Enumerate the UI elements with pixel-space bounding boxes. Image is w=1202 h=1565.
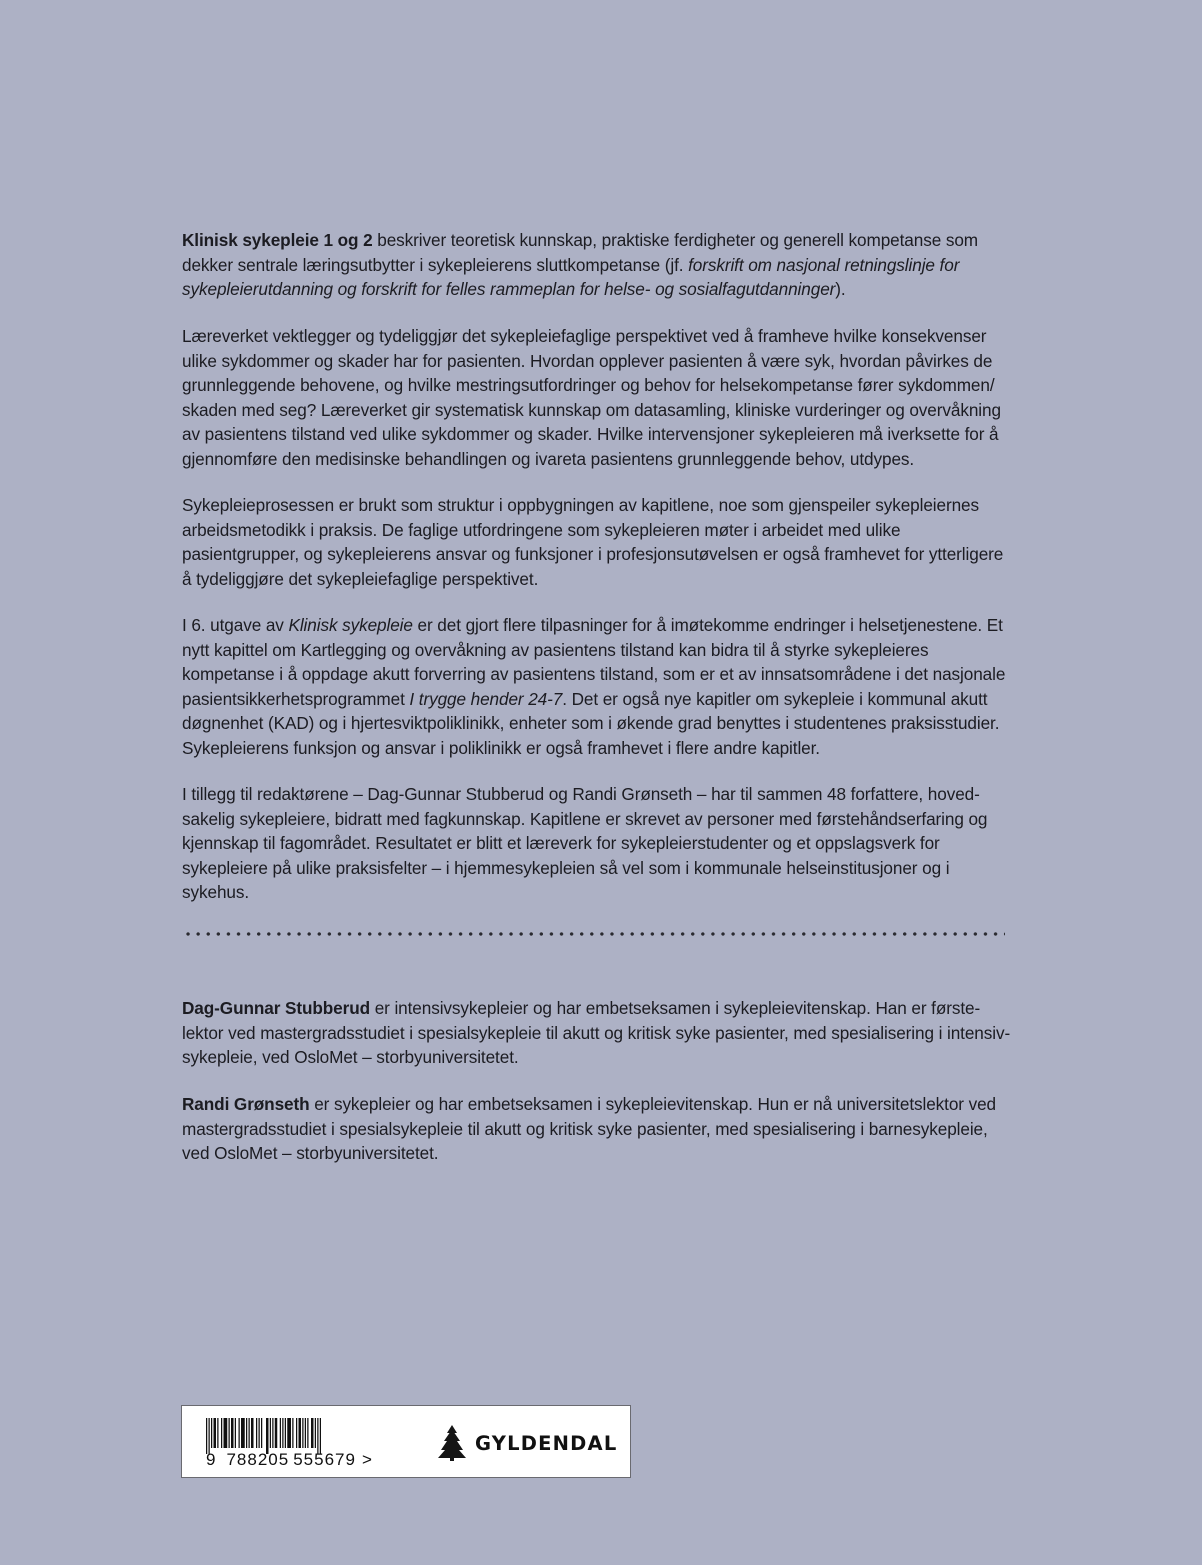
- barcode-bar: [292, 1418, 293, 1448]
- barcode-panel: [181, 1405, 631, 1478]
- barcode-bar: [296, 1418, 297, 1448]
- barcode-bar: [299, 1418, 302, 1448]
- barcode-bar: [305, 1418, 306, 1448]
- barcode-bar: [235, 1418, 236, 1448]
- description-paragraph-1: Klinisk sykepleie 1 og 2 beskriver teoretisk kunnskap, praktiske ferdigheter og generell kompetanse som dekker sentrale læringsutbytter i sykepleierens sluttkompetanse (jf. forskrift om nasjonal retningslinje for sykepleierutdanning og forskrift for felles rammeplan for helse- og sosialfagutdanninger).: [182, 230, 979, 300]
- barcode-bar: [211, 1418, 212, 1448]
- barcode-bar: [221, 1418, 222, 1448]
- barcode-bar: [315, 1418, 316, 1448]
- barcode-bar: [217, 1418, 218, 1448]
- publisher-name: GYLDENDAL: [475, 1431, 618, 1455]
- barcode-bar: [249, 1418, 250, 1448]
- barcode-bar: [256, 1418, 257, 1448]
- barcode-bar: [320, 1418, 321, 1454]
- barcode-bar: [270, 1418, 271, 1448]
- description-paragraph-2: Læreverket vektlegger og tydeliggjør det sykepleiefaglige perspektivet ved å framheve hvilke konsekvenser ulike sykdommer og skader har for pasienten. Hvordan opplever pasienten å være syk, hvordan påvirkes de grunnleggende behovene, og hvilke mestringsutfordringer og behov for helsekompetanse fører sykdommen/ skaden med seg? Læreverket gir systematisk kunnskap om datasamling, kliniske vurderinger og overvåkning av pasientens tilstand ved ulike sykdommer og skader. Hvilke intervensjoner sykepleieren må iverksette for å gjennomføre den medisinske behandlingen og ivareta pasientens grunnleggende behov, utdypes.: [182, 326, 1001, 469]
- description-paragraph-5: I tillegg til redaktørene – Dag-Gunnar Stubberud og Randi Grønseth – har til sammen 48 forfattere, hovedsakelig sykepleiere, bidratt med fagkunnskap. Kapitlene er skrevet av personer med førstehåndserfaring og kjennskap til fagområdet. Resultatet er blitt et læreverk for sykepleierstudenter og et oppslagsverk for sykepleiere på ulike praksisfelter – i hjemmesykepleien så vel som i kommunale helseinstitusjoner og i sykehus.: [182, 784, 988, 903]
- barcode-bar: [209, 1418, 210, 1454]
- barcode-bar: [317, 1418, 318, 1454]
- barcode-bar: [259, 1418, 260, 1448]
- author-bio-2: Randi Grønseth er sykepleier og har embetseksamen i sykepleievitenskap. Hun er nå universitetslektor ved mastergradsstudiet i spesialsykepleie til akutt og kritisk syke pasienter, med spesialisering i barnesykepleie, ved OsloMet – storbyuniversitetet.: [182, 1094, 996, 1164]
- barcode-bar: [311, 1418, 314, 1448]
- barcode-bar: [302, 1418, 303, 1448]
- barcode-bar: [224, 1418, 228, 1448]
- isbn-right-group: 555679: [293, 1450, 356, 1469]
- barcode-bar: [251, 1418, 254, 1448]
- barcode-bar: [280, 1418, 281, 1448]
- barcode-bar: [261, 1418, 262, 1448]
- barcode-bar: [241, 1418, 245, 1448]
- barcode-bar: [239, 1418, 240, 1448]
- book-title-bold: Klinisk sykepleie 1 og 2: [182, 230, 373, 250]
- barcode-bar: [231, 1418, 234, 1448]
- barcode-bar: [307, 1418, 308, 1448]
- barcode-bar: [275, 1418, 278, 1448]
- barcode-bar: [266, 1418, 269, 1454]
- program-title-italic: I trygge hender 24-7: [409, 688, 563, 709]
- dotted-divider: [183, 930, 1005, 938]
- barcode-bar: [287, 1418, 291, 1448]
- barcode-bar: [285, 1418, 286, 1448]
- description-paragraph-3: Sykepleieprosessen er brukt som struktur i oppbygningen av kapitlene, noe som gjenspeiler sykepleiernes arbeidsmetodikk i praksis. De faglige utfordringene som sykepleieren møter i arbeidet med ulike pasientgrupper, og sykepleierens ansvar og funksjoner i profesjonsutøvelsen er også framhevet for ytterligere å tydeliggjøre det sykepleiefaglige perspektivet.: [182, 495, 1004, 589]
- isbn-first-digit: 9: [206, 1450, 217, 1469]
- author-bio-1: Dag-Gunnar Stubberud er intensivsykepleier og har embetseksamen i sykepleievitenskap. Han er førstelektor ved mastergradsstudiet i spesialsykepleie til akutt og kritisk syke pasienter, med spesialisering i intensivsykepleie, ved OsloMet – storbyuniversitetet.: [182, 998, 1011, 1068]
- author-name-2: Randi Grønseth: [182, 1094, 310, 1114]
- barcode-bar: [282, 1418, 283, 1448]
- book-title-italic: Klinisk sykepleie: [288, 615, 413, 635]
- author-name-1: Dag-Gunnar Stubberud: [182, 998, 371, 1018]
- spruce-tree-icon: [437, 1424, 467, 1462]
- regulation-reference: forskrift om nasjonal retningslinje for sykepleierutdanning og forskrift for felles rammeplan for helse- og sosialfagutdanninger: [182, 254, 960, 300]
- publisher-logo: [437, 1423, 617, 1463]
- barcode-bar: [272, 1418, 273, 1448]
- barcode-bar: [246, 1418, 247, 1448]
- description-paragraph-4: I 6. utgave av Klinisk sykepleie er det gjort flere tilpasninger for å imøtekomme endringer i helsetjenestene. Et nytt kapittel om Kartlegging og overvåkning av pasientens tilstand kan bidra til å styrke sykepleieres kompetanse i å oppdage akutt forverring av pasientens tilstand, som er et av innsatsområdene i det nasjonale pasientsikkerhetsprogrammet I trygge hender 24-7. Det er også nye kapitler om sykepleie i kommunal akutt døgnenhet (KAD) og i hjertesviktpoliklinikk, enheter som i økende grad benyttes i studentenes praksisstudier. Sykepleierens funksjon og ansvar i poliklinikk er også framhevet i flere andre kapitler.: [182, 615, 1006, 758]
- isbn-barcode: [202, 1418, 377, 1454]
- isbn-left-group: 788205: [226, 1450, 290, 1469]
- isbn-digits: [206, 1450, 373, 1470]
- barcode-bar: [229, 1418, 230, 1448]
- barcode-bar: [206, 1418, 207, 1454]
- isbn-marker: >: [361, 1450, 373, 1469]
- barcode-bar: [214, 1418, 217, 1448]
